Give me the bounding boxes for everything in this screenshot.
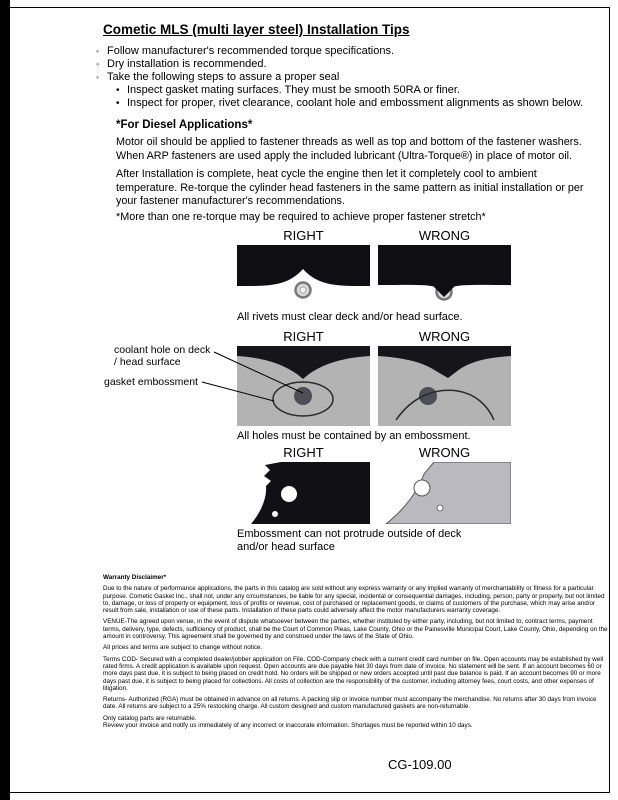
diesel-paragraph-2: After Installation is complete, heat cycle the engine then let it completely cool to ambient temperature. Re-torque the cylinder head fasteners in the same pattern as initial installation or per your fastener manufacturer's recommendations.: [116, 168, 584, 207]
rivet-wrong-diagram: [378, 245, 511, 307]
diagram-caption: All holes must be contained by an embossment.: [237, 430, 471, 442]
warranty-paragraph: All prices and terms are subject to change without notice.: [103, 644, 263, 652]
warranty-paragraph: Returns- Authorized (RGA) must be obtained in advance on all returns. A packing slip or invoice number must accompany the merchandise. No returns after 30 days from invoice date. All returns are subject to a 25% restocking charge. All custom designed and custom manufactured gaskets are non-returnable.: [103, 696, 597, 711]
diagram-caption: Embossment can not protrude outside of deck and/or head surface: [237, 528, 462, 553]
diesel-applications-heading: *For Diesel Applications*: [116, 119, 253, 131]
list-item-text: Inspect for proper, rivet clearance, coolant hole and embossment alignments as shown below.: [127, 97, 584, 109]
warranty-paragraph: Review your invoice and notify us immediately of any incorrect or inaccurate information. Shortages must be reported within 10 days.: [103, 722, 473, 730]
diesel-paragraph-1: Motor oil should be applied to fastener threads as well as top and bottom of the fastener washers. When ARP fasteners are used apply the included lubricant (Ultra-Torque®) in place of motor oil.: [116, 136, 582, 162]
warranty-paragraph: Only catalog parts are returnable.: [103, 714, 197, 722]
diagram-row-holes: [237, 329, 511, 442]
retorque-note: *More than one re-torque may be required to achieve proper fastener stretch*: [116, 211, 486, 223]
list-item-text: Take the following steps to assure a proper seal: [107, 71, 340, 83]
page-left-border: [0, 0, 10, 800]
right-label: RIGHT: [283, 329, 324, 344]
warranty-paragraph: Due to the nature of performance applications, the parts in this catalog are sold without any express warranty or any implied warranty of merchantability or fitness for a particular purpose. Cometic Gasket Inc., shall not, under any circumstances, be liable for any special, incidental or consequential damages, including, person, party or property, but not limited to, damage, or loss of property or equipment, loss of profits or revenue, cost of purchased or replacement goods, or claims of customers of the purchase, which may arise and/or result from sale, installation or use of these parts. Installation of these parts could adversely affect the motor manufacturers warranty coverage.: [103, 585, 605, 615]
list-sub-item: [116, 97, 583, 110]
embossment-wrong-diagram: [378, 346, 511, 426]
warranty-disclaimer: [103, 574, 608, 733]
list-item: [96, 71, 583, 84]
bullet-icon: •: [116, 85, 120, 96]
right-label: RIGHT: [283, 228, 324, 243]
page-title: Cometic MLS (multi layer steel) Installation Tips: [103, 22, 410, 37]
bullet-icon: ◦: [96, 59, 100, 69]
bullet-icon: •: [116, 98, 120, 109]
right-label: RIGHT: [283, 445, 324, 460]
diagram-header-row: [237, 228, 511, 243]
list-item-text: Dry installation is recommended.: [107, 58, 267, 70]
coolant-hole-callout: coolant hole on deck / head surface: [114, 344, 211, 368]
list-item-text: Inspect gasket mating surfaces. They must be smooth 50RA or finer.: [127, 84, 461, 96]
protrusion-right-diagram: [237, 462, 370, 524]
bullet-icon: ◦: [96, 46, 100, 56]
warranty-paragraph: Terms COD- Secured with a completed dealer/jobber application on File, COD-Company check with a current credit card number on file. Open accounts may be established by well rated firms. A credit application is available upon request. Open accounts are due payable Net 30 days from date of invoice. No statement will be sent. If an account becomes 60 or more days past due, it is subject to being placed on credit hold. No orders will be shipped or new orders accepted until past due balance is paid. If an account becomes 90 or more days past due, it is subject to being placed for collections. All costs of collection are the responsibility of the customer, including attorney fees, court costs, and other expenses of litigation.: [103, 655, 604, 692]
bullet-icon: ◦: [96, 72, 100, 82]
diagram-row-rivets: [237, 228, 511, 323]
diagram-caption: All rivets must clear deck and/or head surface.: [237, 311, 463, 323]
diagram-header-row: [237, 445, 511, 460]
wrong-label: WRONG: [418, 329, 471, 344]
list-item: [96, 58, 583, 71]
list-sub-item: [116, 84, 583, 97]
diagram-header-row: [237, 329, 511, 344]
protrusion-wrong-diagram: [378, 462, 511, 524]
wrong-label: WRONG: [418, 445, 471, 460]
list-item-text: Follow manufacturer's recommended torque specifications.: [107, 45, 395, 57]
list-item: [96, 45, 583, 58]
wrong-label: WRONG: [418, 228, 471, 243]
installation-tips-list: [96, 45, 583, 110]
rivet-right-diagram: [237, 245, 370, 307]
warranty-paragraph: VENUE-The agreed upon venue, in the event of dispute whatsoever between the parties, whether instituted by either party, including, but not limited to, contract terms, payment terms, delivery, type, defects, sufficiency of product, shall be the Court of Common Pleas, Lake County, Ohio or the Painesville Municipal Court, Lake County, Ohio, depending on the amount in controversy. This agreement shall be governed by and construed under the laws of the State of Ohio.: [103, 618, 608, 641]
embossment-right-diagram: [237, 346, 370, 426]
diagram-row-protrusion: [237, 445, 511, 554]
page-number: CG-109.00: [388, 757, 452, 772]
gasket-embossment-callout: gasket embossment: [104, 376, 198, 388]
warranty-heading: Warranty Disclaimer*: [103, 574, 167, 581]
